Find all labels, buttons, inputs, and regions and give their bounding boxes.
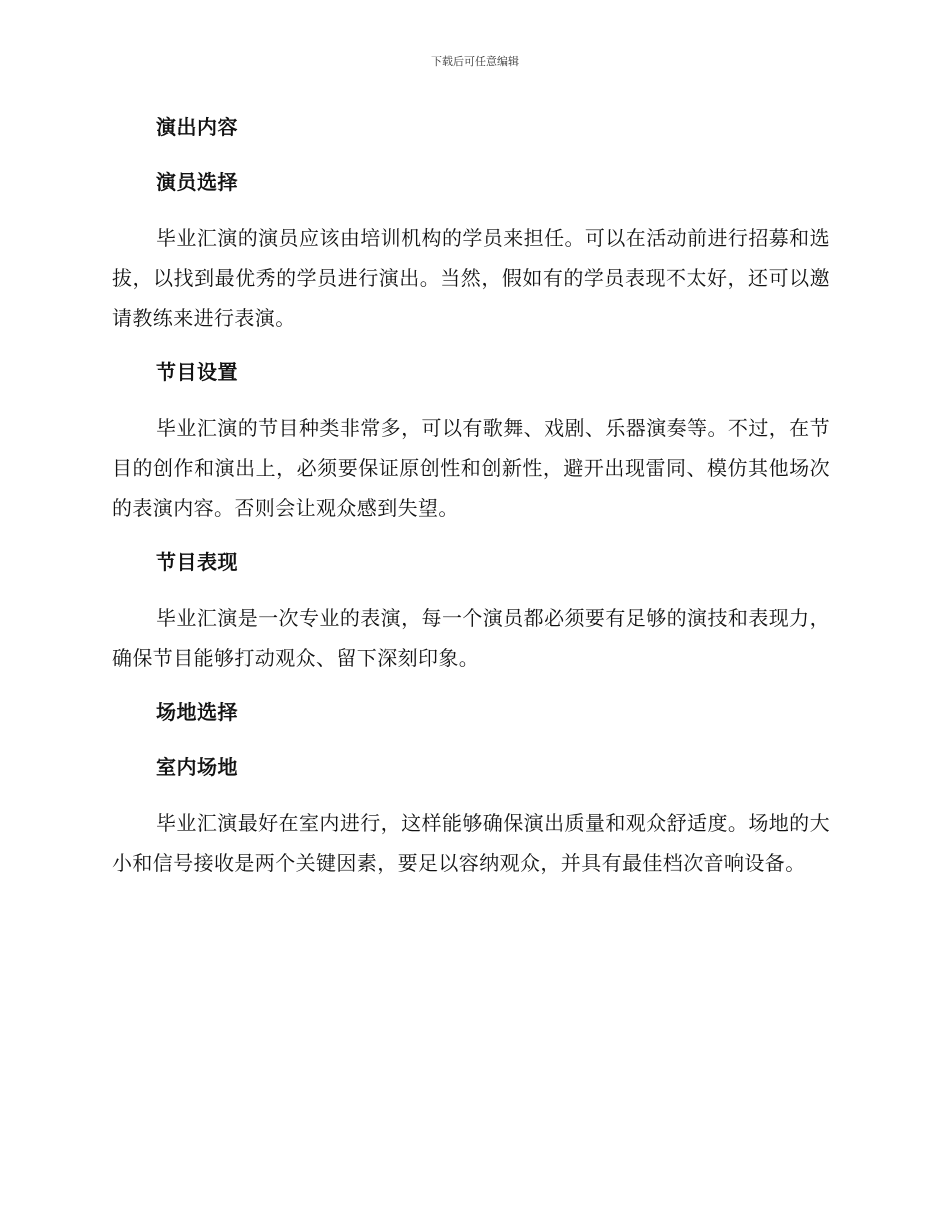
- paragraph-program-setup: 毕业汇演的节目种类非常多，可以有歌舞、戏剧、乐器演奏等。不过，在节目的创作和演出上，必须要保证原创性和创新性，避开出现雷同、模仿其他场次的表演内容。否则会让观众感到失望。: [112, 416, 830, 520]
- section-heading-performance-content: 演出内容: [156, 115, 238, 139]
- document-body: [112, 108, 830, 898]
- page-header-note: 下载后可任意编辑: [431, 55, 519, 68]
- section-heading-actor-selection: 演员选择: [156, 170, 238, 194]
- paragraph-program-performance: 毕业汇演是一次专业的表演，每一个演员都必须要有足够的演技和表现力，确保节目能够打动观众、留下深刻印象。: [112, 606, 830, 670]
- paragraph-actor-selection: 毕业汇演的演员应该由培训机构的学员来担任。可以在活动前进行招募和选拔，以找到最优秀的学员进行演出。当然，假如有的学员表现不太好，还可以邀请教练来进行表演。: [112, 226, 830, 330]
- paragraph-indoor-venue: 毕业汇演最好在室内进行，这样能够确保演出质量和观众舒适度。场地的大小和信号接收是两个关键因素，要足以容纳观众，并具有最佳档次音响设备。: [112, 811, 830, 875]
- section-heading-program-performance: 节目表现: [156, 550, 238, 574]
- section-heading-venue-selection: 场地选择: [156, 700, 238, 724]
- section-heading-indoor-venue: 室内场地: [156, 755, 238, 779]
- section-heading-program-setup: 节目设置: [156, 360, 238, 384]
